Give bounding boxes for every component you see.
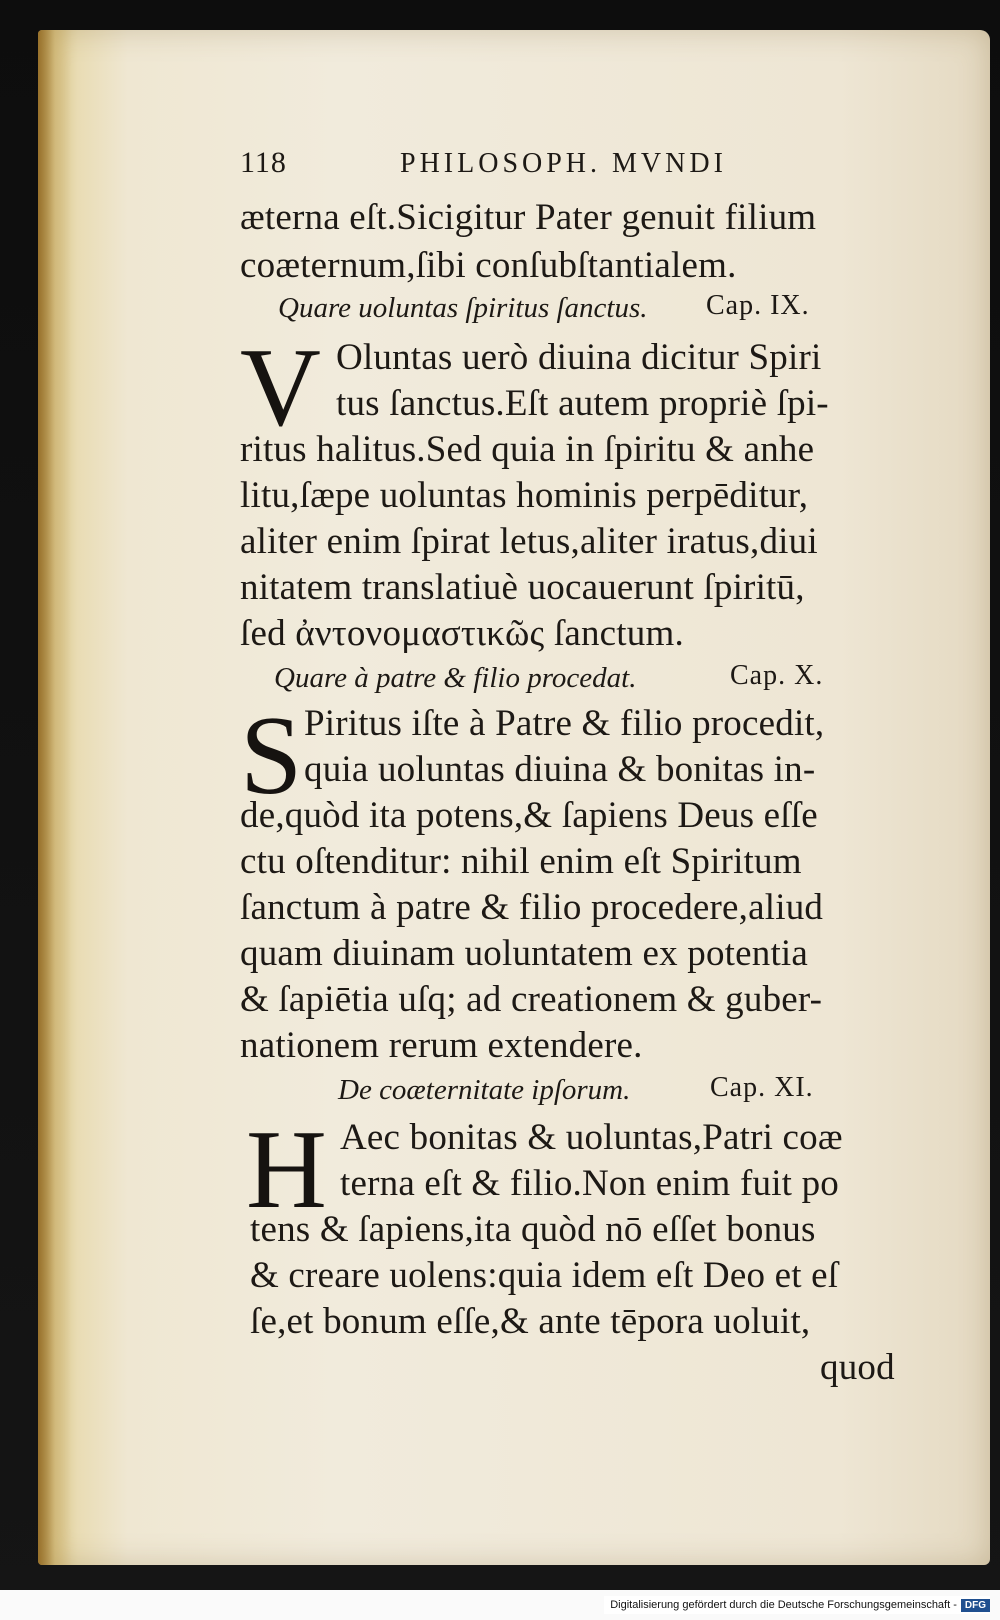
text-line: ſe,et bonum eſſe,& ante tēpora uoluit, [250, 1301, 811, 1342]
text-line: ctu oſtenditur: nihil enim eſt Spiritum [240, 841, 802, 882]
chapter-11-rubric: De coæternitate ipſorum. [338, 1074, 631, 1106]
text-line: quia uoluntas diuina & bonitas in- [304, 749, 816, 790]
text-line: quam diuinam uoluntatem ex potentia [240, 933, 809, 974]
running-title: PHILOSOPH. MVNDI [400, 148, 727, 179]
text-line: terna eſt & filio.Non enim fuit po [340, 1163, 840, 1204]
text-line: & creare uolens:quia idem eſt Deo et eſ [250, 1255, 839, 1296]
catchword: quod [820, 1347, 895, 1388]
chapter-10-number: Cap. X. [730, 660, 824, 691]
text-line: Piritus iſte à Patre & filio procedit, [304, 703, 825, 744]
text-line: ritus halitus.Sed quia in ſpiritu & anhe [240, 429, 815, 470]
text-line: Aec bonitas & uoluntas,Patri coæ [340, 1117, 843, 1158]
drop-cap: H [246, 1108, 327, 1232]
text-line: nationem rerum extendere. [240, 1025, 643, 1066]
folio-number: 118 [240, 146, 287, 179]
page-header [240, 146, 840, 186]
digitization-credit [604, 1596, 990, 1614]
chapter-10-rubric: Quare à patre & filio procedat. [274, 662, 637, 694]
chapter-11-number: Cap. XI. [710, 1072, 814, 1103]
text-line: tens & ſapiens,ita quòd nō eſſet bonus [250, 1209, 816, 1250]
credit-text: Digitalisierung gefördert durch die Deutsche Forschungsgemeinschaft - [610, 1599, 957, 1611]
text-line: & ſapiētia uſq; ad creationem & guber- [240, 979, 823, 1020]
chapter-9-rubric: Quare uoluntas ſpiritus ſanctus. [278, 292, 648, 324]
text-line: tus ſanctus.Eſt autem propriè ſpi- [336, 383, 829, 424]
text-line: nitatem translatiuè uocauerunt ſpiritū, [240, 567, 805, 608]
chapter-9-number: Cap. IX. [706, 290, 810, 321]
text-line: æterna eſt.Sicigitur Pater genuit filium [240, 197, 817, 238]
dfg-logo: DFG [961, 1599, 990, 1612]
drop-cap: V [240, 326, 321, 450]
text-line: Oluntas uerò diuina dicitur Spiri [336, 337, 822, 378]
text-line: ſed ἀντονομαστικῶς ſanctum. [240, 613, 684, 654]
text-line: ſanctum à patre & filio procedere,aliud [240, 887, 824, 928]
text-line: de,quòd ita potens,& ſapiens Deus eſſe [240, 795, 818, 836]
page-gutter [38, 30, 72, 1565]
text-line: aliter enim ſpirat letus,aliter iratus,diui [240, 521, 818, 562]
drop-cap: S [240, 694, 303, 818]
text-line: litu,ſæpe uoluntas hominis perpēditur, [240, 475, 809, 516]
text-line: coæternum,ſibi conſubſtantialem. [240, 245, 737, 286]
